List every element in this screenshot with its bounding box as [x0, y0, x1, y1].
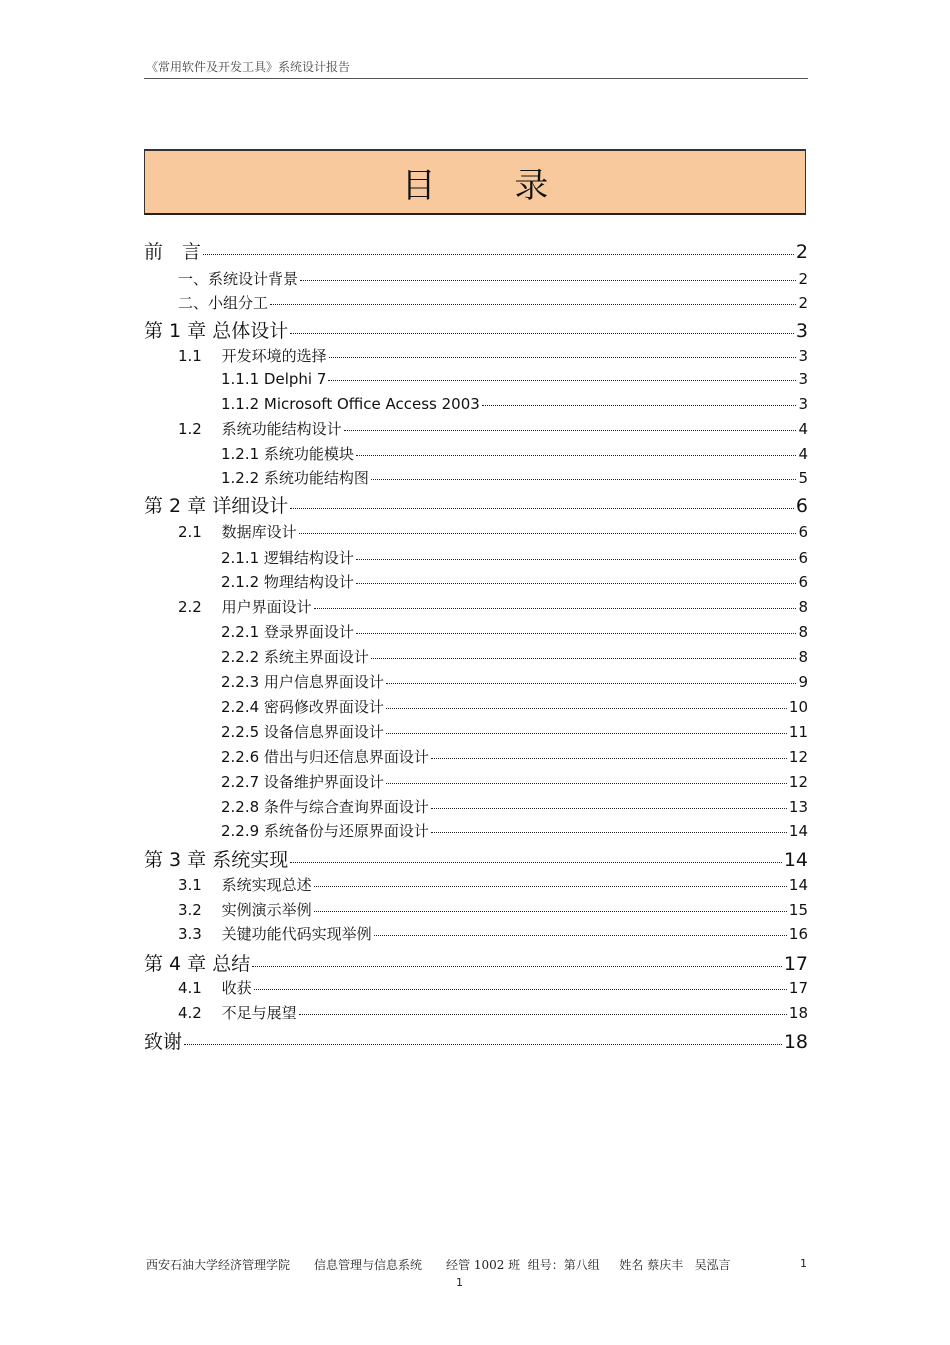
toc-entry[interactable] [221, 443, 808, 465]
toc-dot-leader [356, 583, 797, 584]
toc-dot-leader [299, 1014, 787, 1015]
toc-entry[interactable] [178, 521, 808, 543]
toc-dot-leader [203, 254, 794, 255]
toc-entry-page: 16 [788, 925, 808, 943]
footer-corner-number: 1 [800, 1257, 807, 1270]
toc-entry-label: 2.1.2 物理结构设计 [221, 573, 354, 591]
toc-entry-page: 8 [798, 648, 808, 666]
toc-entry-label: 第 4 章 总结 [144, 953, 251, 975]
running-header: 《常用软件及开发工具》系统设计报告 [146, 60, 351, 74]
toc-entry-label: 4.2 不足与展望 [178, 1004, 297, 1022]
toc-entry-page: 6 [798, 549, 808, 567]
toc-entry[interactable] [221, 646, 808, 668]
toc-entry-page: 3 [798, 395, 808, 413]
toc-entry[interactable] [144, 491, 808, 517]
toc-entry-label: 1.2 系统功能结构设计 [178, 420, 342, 438]
toc-entry-label: 前 言 [144, 241, 202, 263]
toc-dot-leader [356, 559, 797, 560]
toc-entry-page: 6 [795, 495, 808, 517]
toc-entry-label: 致谢 [144, 1031, 183, 1053]
toc-entry[interactable] [221, 621, 808, 643]
toc-dot-leader [356, 633, 797, 634]
toc-entry[interactable] [221, 696, 808, 718]
toc-entry[interactable] [144, 237, 808, 263]
toc-dot-leader [290, 862, 782, 863]
toc-entry[interactable] [221, 671, 808, 693]
toc-entry-label: 1.2.1 系统功能模块 [221, 445, 354, 463]
toc-entry[interactable] [178, 292, 808, 314]
toc-entry[interactable] [144, 845, 808, 871]
toc-dot-leader [386, 708, 787, 709]
toc-entry-page: 4 [798, 420, 808, 438]
toc-entry-label: 2.2.8 条件与综合查询界面设计 [221, 798, 429, 816]
toc-entry-page: 14 [788, 822, 808, 840]
toc-entry[interactable] [221, 571, 808, 593]
toc-entry-label: 3.3 关键功能代码实现举例 [178, 925, 372, 943]
toc-entry[interactable] [221, 820, 808, 842]
header-rule [144, 78, 808, 79]
toc-entry-label: 二、小组分工 [178, 294, 269, 312]
toc-entry-page: 11 [788, 723, 808, 741]
toc-entry-label: 2.2.4 密码修改界面设计 [221, 698, 384, 716]
toc-entry[interactable] [221, 721, 808, 743]
toc-dot-leader [371, 479, 797, 480]
toc-dot-leader [184, 1044, 782, 1045]
toc-entry-label: 4.1 收获 [178, 979, 252, 997]
toc-entry[interactable] [178, 899, 808, 921]
toc-entry-page: 6 [798, 523, 808, 541]
toc-entry-page: 4 [798, 445, 808, 463]
toc-entry-label: 2.2.2 系统主界面设计 [221, 648, 369, 666]
toc-entry-page: 8 [798, 598, 808, 616]
toc-entry-page: 2 [798, 294, 808, 312]
toc-dot-leader [356, 455, 797, 456]
toc-entry[interactable] [178, 345, 808, 367]
toc-entry-label: 2.2 用户界面设计 [178, 598, 312, 616]
toc-entry[interactable] [221, 370, 808, 392]
toc-entry[interactable] [178, 977, 808, 999]
toc-entry[interactable] [178, 923, 808, 945]
toc-entry-page: 2 [798, 270, 808, 288]
toc-entry-page: 14 [788, 876, 808, 894]
toc-dot-leader [374, 935, 787, 936]
toc-entry[interactable] [178, 596, 808, 618]
toc-dot-leader [254, 989, 787, 990]
toc-entry-label: 第 3 章 系统实现 [144, 849, 289, 871]
toc-dot-leader [431, 832, 787, 833]
toc-entry-page: 15 [788, 901, 808, 919]
toc-entry-label: 1.1.1 Delphi 7 [221, 370, 327, 388]
toc-entry-page: 17 [783, 953, 808, 975]
toc-dot-leader [314, 608, 797, 609]
toc-entry[interactable] [178, 874, 808, 896]
toc-entry[interactable] [144, 316, 808, 342]
toc-entry[interactable] [144, 1027, 808, 1053]
toc-dot-leader [386, 783, 787, 784]
toc-entry-page: 18 [788, 1004, 808, 1022]
toc-dot-leader [431, 758, 787, 759]
toc-entry[interactable] [221, 746, 808, 768]
toc-entry[interactable] [178, 1002, 808, 1024]
toc-entry-label: 第 2 章 详细设计 [144, 495, 289, 517]
toc-entry-label: 2.2.5 设备信息界面设计 [221, 723, 384, 741]
toc-entry[interactable] [221, 395, 808, 417]
toc-entry[interactable] [221, 796, 808, 818]
toc-entry[interactable] [221, 547, 808, 569]
toc-entry-page: 12 [788, 748, 808, 766]
toc-entry-page: 14 [783, 849, 808, 871]
toc-entry-label: 1.1 开发环境的选择 [178, 347, 327, 365]
toc-dot-leader [329, 357, 797, 358]
toc-entry-label: 3.2 实例演示举例 [178, 901, 312, 919]
toc-entry-page: 12 [788, 773, 808, 791]
toc-entry-label: 1.1.2 Microsoft Office Access 2003 [221, 395, 480, 413]
toc-entry-page: 18 [783, 1031, 808, 1053]
toc-entry-label: 2.1.1 逻辑结构设计 [221, 549, 354, 567]
toc-entry[interactable] [221, 467, 808, 489]
toc-entry-label: 2.2.3 用户信息界面设计 [221, 673, 384, 691]
toc-entry[interactable] [144, 949, 808, 975]
toc-dot-leader [431, 808, 787, 809]
toc-dot-leader [371, 658, 797, 659]
toc-entry-page: 3 [798, 347, 808, 365]
toc-entry-page: 8 [798, 623, 808, 641]
toc-entry-label: 1.2.2 系统功能结构图 [221, 469, 369, 487]
toc-heading: 目 录 [401, 165, 583, 206]
toc-heading-box [144, 149, 806, 215]
toc-dot-leader [344, 430, 797, 431]
toc-entry-page: 3 [798, 370, 808, 388]
toc-entry-label: 2.2.7 设备维护界面设计 [221, 773, 384, 791]
toc-entry-label: 一、系统设计背景 [178, 270, 299, 288]
toc-entry[interactable] [178, 418, 808, 440]
toc-dot-leader [314, 886, 787, 887]
toc-entry[interactable] [178, 268, 808, 290]
toc-entry-label: 2.2.9 系统备份与还原界面设计 [221, 822, 429, 840]
toc-entry-label: 2.2.6 借出与归还信息界面设计 [221, 748, 429, 766]
toc-entry-page: 6 [798, 573, 808, 591]
toc-dot-leader [252, 966, 782, 967]
toc-entry-page: 5 [798, 469, 808, 487]
toc-dot-leader [270, 304, 796, 305]
toc-entry-label: 第 1 章 总体设计 [144, 320, 289, 342]
toc-dot-leader [482, 405, 797, 406]
footer-text: 西安石油大学经济管理学院 信息管理与信息系统 经管 1002 班 组号：第八组 姓名 蔡庆丰 吴泓言 [146, 1258, 731, 1272]
toc-dot-leader [386, 733, 787, 734]
toc-entry-page: 2 [795, 241, 808, 263]
toc-dot-leader [328, 380, 796, 381]
toc-dot-leader [290, 333, 794, 334]
toc-dot-leader [300, 280, 796, 281]
toc-dot-leader [386, 683, 797, 684]
toc-entry-page: 10 [788, 698, 808, 716]
toc-dot-leader [314, 911, 787, 912]
toc-entry-label: 3.1 系统实现总述 [178, 876, 312, 894]
page-number: 1 [456, 1276, 463, 1289]
toc-entry-label: 2.1 数据库设计 [178, 523, 297, 541]
toc-entry-page: 13 [788, 798, 808, 816]
toc-dot-leader [290, 508, 794, 509]
toc-dot-leader [299, 533, 797, 534]
toc-entry-page: 3 [795, 320, 808, 342]
toc-entry[interactable] [221, 771, 808, 793]
toc-entry-page: 17 [788, 979, 808, 997]
toc-entry-label: 2.2.1 登录界面设计 [221, 623, 354, 641]
toc-entry-page: 9 [798, 673, 808, 691]
